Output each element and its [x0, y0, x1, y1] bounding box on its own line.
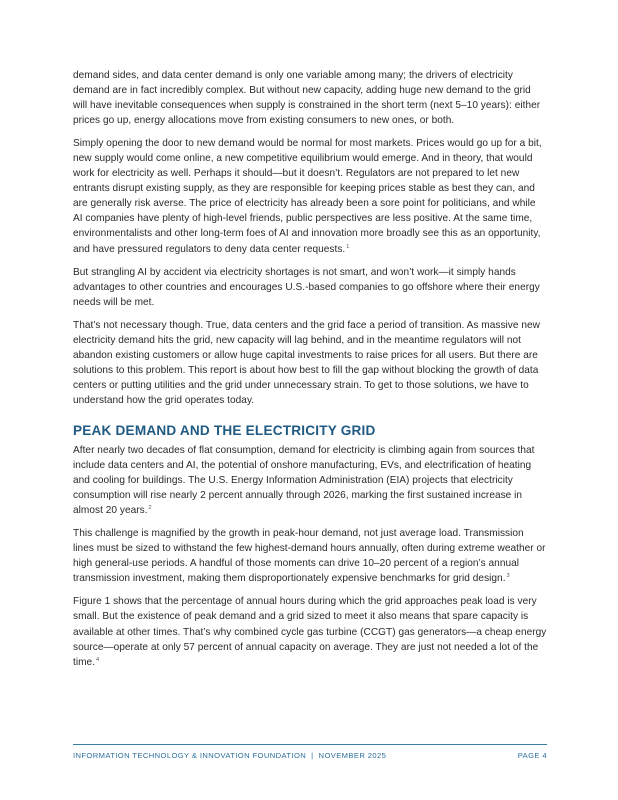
footer-row [73, 745, 547, 760]
body-paragraph: After nearly two decades of flat consumption, demand for electricity is climbing again from sources that include data centers and AI, the potential of onshore manufacturing, EVs, and electrification of heating and cooling for buildings. The U.S. Energy Information Administration (EIA) projects that electricity consumption will rise nearly 2 percent annually through 2026, marking the first sustained increase in almost 20 years.$^2$ [73, 444, 535, 517]
section-heading: PEAK DEMAND AND THE ELECTRICITY GRID [73, 422, 376, 438]
page-footer [73, 744, 547, 760]
footnote-ref[interactable]: 3 [506, 573, 510, 580]
body-paragraph: But strangling AI by accident via electricity shortages is not smart, and won’t work—it simply hands advantages to other countries and encourages U.S.-based companies to go offshore where their energy needs will be met. [73, 266, 540, 308]
body-paragraph: This challenge is magnified by the growth in peak-hour demand, not just average load. Transmission lines must be sized to withstand the few highest-demand hours annually, often during extreme weather or high general-use periods. A handful of those moments can drive 10–20 percent of a region’s annual transmission investment, making them disproportionately expensive benchmarks for grid design.$^3$ [73, 528, 546, 585]
footnote-ref[interactable]: 2 [148, 505, 152, 512]
footnote-ref[interactable]: 1 [346, 243, 350, 250]
body-paragraph: Simply opening the door to new demand would be normal for most markets. Prices would go up for a bit, new supply would come online, a new competitive equilibrium would emerge. And in theory, that would work for electricity as well. Perhaps it should—but it doesn’t. Regulators are not prepared to let new entrants disrupt existing supply, as they are responsible for keeping prices stable as best they can, and are generally risk averse. The price of electricity has already been a sore point for politicians, and while AI companies have plenty of high-level friends, public perspectives are less positive. At the same time, environmentalists and other long-term foes of AI and innovation more broadly see this as an opportunity, and have pressured regulators to deny data center requests.$^1$ [73, 138, 542, 255]
footer-publisher: INFORMATION TECHNOLOGY & INNOVATION FOUNDATION | NOVEMBER 2025 [73, 751, 387, 760]
footnote-ref[interactable]: 4 [96, 656, 100, 663]
document-body [73, 68, 547, 678]
body-paragraph: That’s not necessary though. True, data centers and the grid face a period of transition. As massive new electricity demand hits the grid, new capacity will lag behind, and in the meantime regulators will not abandon existing customers or allow huge capital investments to raise prices for all users. But there are solutions to this problem. This report is about how best to fill the gap without blocking the growth of data centers or putting utilities and the grid under unnecessary strain. To get to those solutions, we have to understand how the grid operates today. [73, 319, 540, 406]
body-paragraph: Figure 1 shows that the percentage of annual hours during which the grid approaches peak load is very small. But the existence of peak demand and a grid sized to meet it also means that spare capacity is available at other times. That’s why combined cycle gas turbine (CCGT) gas generators—a cheap energy source—operate at only 57 percent of annual capacity on average. They are just not needed a lot of the time.$^4$ [73, 596, 547, 668]
body-paragraph: demand sides, and data center demand is only one variable among many; the drivers of electricity demand are in fact incredibly complex. But without new capacity, adding huge new demand to the grid will have inevitable consequences when supply is constrained in the short term (next 5–10 years): either prices go up, energy allocations move from existing consumers to new ones, or both. [73, 70, 541, 127]
page-number: PAGE 4 [517, 751, 547, 760]
